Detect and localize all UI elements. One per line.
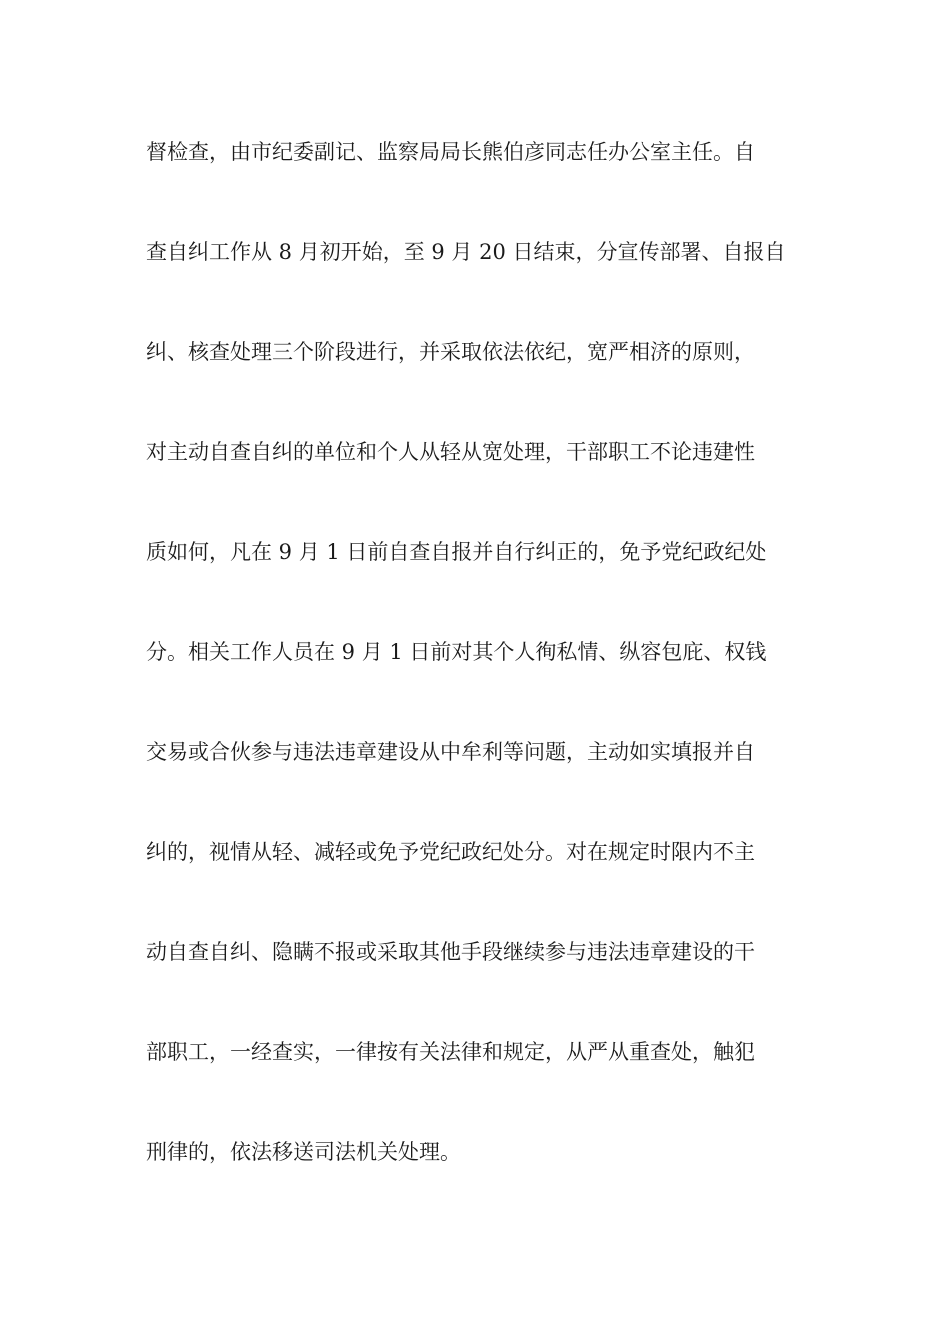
paragraph-line-5: 质如何，凡在 9 月 1 日前自查自报并自行纠正的，免予党纪政纪处 xyxy=(146,540,767,564)
paragraph-line-11: 刑律的，依法移送司法机关处理。 xyxy=(146,1140,461,1164)
paragraph-line-2: 查自纠工作从 8 月初开始，至 9 月 20 日结束，分宣传部署、自报自 xyxy=(146,240,786,264)
paragraph-line-8: 纠的，视情从轻、减轻或免予党纪政纪处分。对在规定时限内不主 xyxy=(146,840,755,864)
body-paragraph xyxy=(146,128,806,1228)
paragraph-line-10: 部职工，一经查实，一律按有关法律和规定，从严从重查处，触犯 xyxy=(146,1040,755,1064)
paragraph-line-7: 交易或合伙参与违法违章建设从中牟利等问题，主动如实填报并自 xyxy=(146,740,755,764)
paragraph-line-1: 督检查，由市纪委副记、监察局局长熊伯彦同志任办公室主任。自 xyxy=(146,140,755,164)
paragraph-line-9: 动自查自纠、隐瞒不报或采取其他手段继续参与违法违章建设的干 xyxy=(146,940,755,964)
paragraph-line-6: 分。相关工作人员在 9 月 1 日前对其个人徇私情、纵容包庇、权钱 xyxy=(146,640,767,664)
paragraph-line-3: 纠、核查处理三个阶段进行，并采取依法依纪，宽严相济的原则， xyxy=(146,340,755,364)
paragraph-line-4: 对主动自查自纠的单位和个人从轻从宽处理，干部职工不论违建性 xyxy=(146,440,755,464)
